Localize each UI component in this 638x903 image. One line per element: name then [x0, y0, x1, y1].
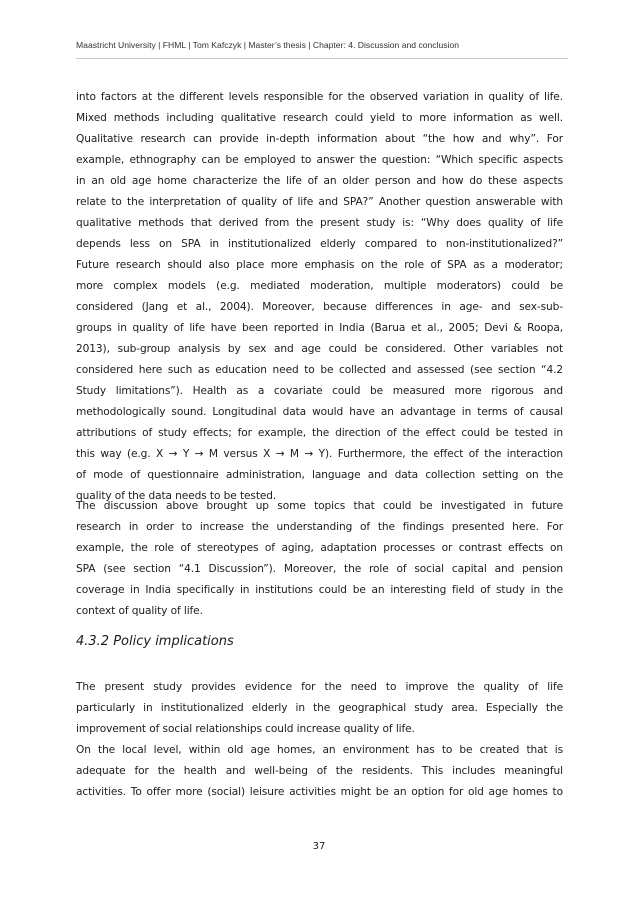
text-line: quality of the data needs to be tested. [76, 490, 277, 502]
page-number: 37 [312, 841, 326, 852]
text-line: Mixed methods including qualitative research could yield to more information as well. [76, 112, 563, 124]
text-line: methodologically sound. Longitudinal data would have an advantage in terms of causal [76, 406, 563, 418]
section-heading: 4.3.2 Policy implications [76, 634, 234, 649]
text-line: The discussion above brought up some topics that could be investigated in future [76, 500, 563, 512]
text-line: On the local level, within old age homes, an environment has to be created that is [76, 744, 563, 756]
text-line: adequate for the health and well-being of the residents. This includes meaningful [76, 765, 563, 777]
text-line: depends less on SPA in institutionalized elderly compared to non-institutionalized?” [76, 238, 563, 250]
text-line: example, the role of stereotypes of aging, adaptation processes or contrast effects on [76, 542, 563, 554]
text-line: activities. To offer more (social) leisure activities might be an option for old age homes to [76, 786, 563, 798]
text-line: research in order to increase the understanding of the findings presented here. For [76, 521, 563, 533]
text-line: The present study provides evidence for the need to improve the quality of life [76, 681, 563, 693]
text-line: in an old age home characterize the life of an older person and how do these aspects [76, 175, 563, 187]
text-line: Study limitations”). Health as a covariate could be measured more rigorous and [76, 385, 563, 397]
text-line: 2013), sub-group analysis by sex and age could be considered. Other variables not [76, 343, 563, 355]
text-line: Qualitative research can provide in-depth information about “the how and why”. For [76, 133, 563, 145]
text-line: SPA (see section “4.1 Discussion”). Moreover, the role of social capital and pension [76, 563, 563, 575]
text-line: context of quality of life. [76, 605, 203, 617]
text-line: groups in quality of life have been reported in India (Barua et al., 2005; Devi & Roopa, [76, 322, 563, 334]
paragraph-topics [76, 496, 563, 622]
text-line: coverage in India specifically in institutions could be an interesting field of study in the [76, 584, 563, 596]
text-line: improvement of social relationships could increase quality of life. [76, 723, 415, 735]
text-line: Future research should also place more emphasis on the role of SPA as a moderator; [76, 259, 563, 271]
running-header: Maastricht University | FHML | Tom Kafczyk | Master’s thesis | Chapter: 4. Discussion and conclusion [76, 40, 460, 50]
text-line: attributions of study effects; for example, the direction of the effect could be tested in [76, 427, 563, 439]
text-line: considered (Jang et al., 2004). Moreover, because differences in age- and sex-sub- [76, 301, 563, 313]
text-line: considered here such as education need to be collected and assessed (see section “4.2 [76, 364, 563, 376]
text-line: into factors at the different levels responsible for the observed variation in quality of life. [76, 91, 563, 103]
text-line: relate to the interpretation of quality of life and SPA?” Another question answerable with [76, 196, 563, 208]
paragraph-future-research [76, 87, 563, 507]
text-line: more complex models (e.g. mediated moderation, multiple moderators) could be [76, 280, 563, 292]
text-line: qualitative methods that derived from the present study is: “Why does quality of life [76, 217, 563, 229]
paragraph-policy [76, 677, 563, 803]
header-divider [76, 58, 568, 59]
text-line: this way (e.g. X → Y → M versus X → M → Y). Furthermore, the effect of the interaction [76, 448, 563, 460]
text-line: example, ethnography can be employed to answer the question: “Which specific aspects [76, 154, 563, 166]
text-line: particularly in institutionalized elderly in the geographical study area. Especially the [76, 702, 563, 714]
text-line: of mode of questionnaire administration, language and data collection setting on the [76, 469, 563, 481]
